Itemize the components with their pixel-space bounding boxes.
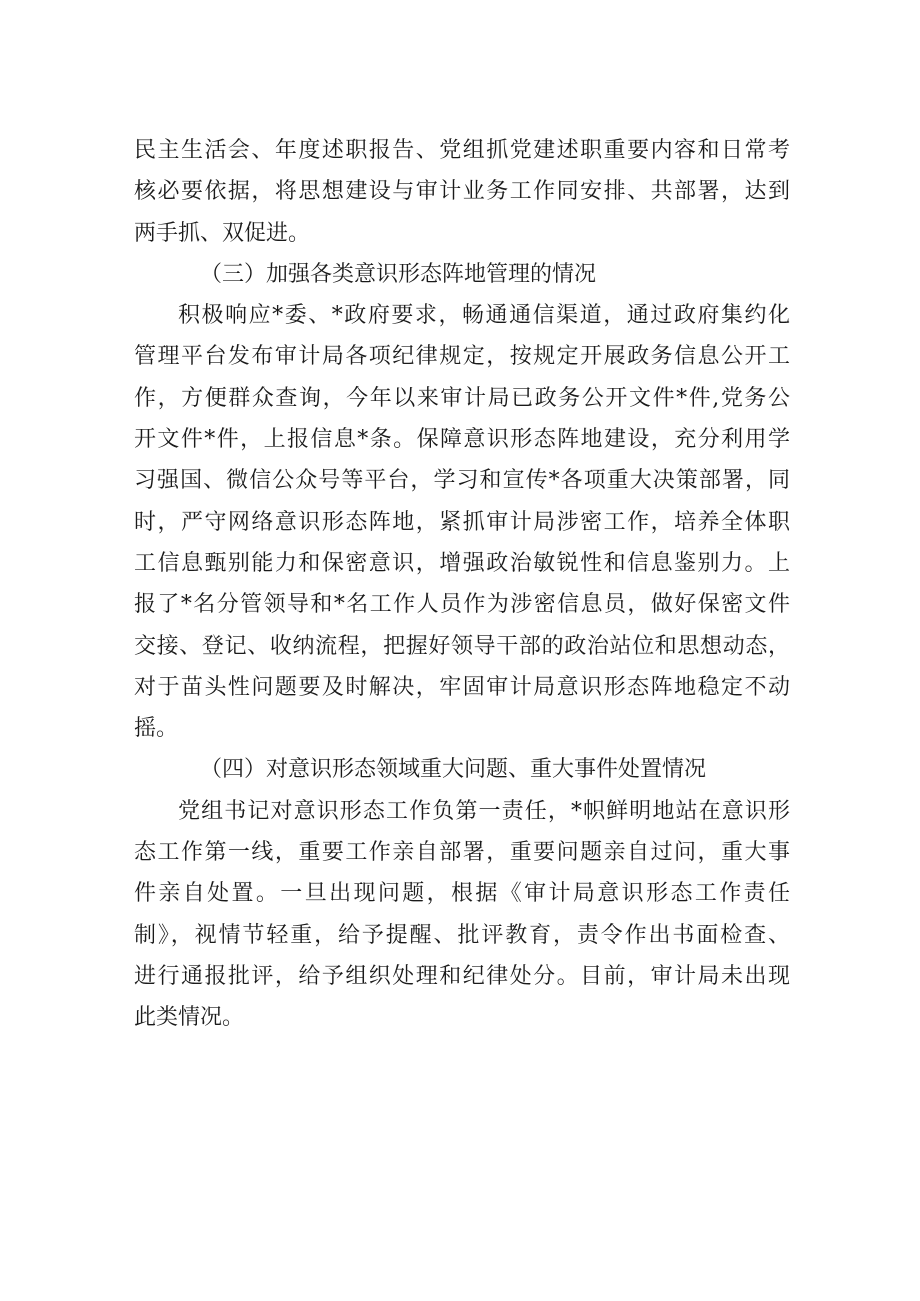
text-line: 摇。 — [134, 716, 179, 742]
paragraph-ideology-positions — [134, 295, 790, 749]
text-line: 管理平台发布审计局各项纪律规定，按规定开展政务信息公开工 — [134, 344, 790, 370]
text-line: 党组书记对意识形态工作负第一责任，*帜鲜明地站在意识形 — [178, 798, 790, 824]
document-page — [134, 130, 790, 1039]
heading-text: （三）加强各类意识形态阵地管理的情况 — [200, 261, 597, 287]
text-line: 积极响应*委、*政府要求，畅通通信渠道，通过政府集约化 — [178, 303, 790, 329]
heading-text: （四）对意识形态领域重大问题、重大事件处置情况 — [200, 757, 707, 783]
text-line: 核必要依据，将思想建设与审计业务工作同安排、共部署，达到 — [134, 179, 790, 205]
text-line: 件亲自处置。一旦出现问题，根据《审计局意识形态工作责任 — [134, 881, 790, 907]
text-line: 态工作第一线，重要工作亲自部署，重要问题亲自过问，重大事 — [134, 840, 790, 866]
text-line: 开文件*件，上报信息*条。保障意识形态阵地建设，充分利用学 — [134, 427, 790, 453]
text-line: 两手抓、双促进。 — [134, 220, 311, 246]
text-line: 制》，视情节轻重，给予提醒、批评教育，责令作出书面检查、 — [134, 922, 790, 948]
text-line: 工信息甄别能力和保密意识，增强政治敏锐性和信息鉴别力。上 — [134, 550, 790, 576]
paragraph-major-incidents — [134, 791, 790, 1039]
paragraph-continuation — [134, 130, 790, 254]
text-line: 报了*名分管领导和*名工作人员作为涉密信息员，做好保密文件 — [134, 592, 790, 618]
text-line: 交接、登记、收纳流程，把握好领导干部的政治站位和思想动态， — [134, 633, 790, 659]
text-line: 作，方便群众查询，今年以来审计局已政务公开文件*件,党务公 — [134, 385, 790, 411]
section-heading-4 — [134, 749, 790, 790]
text-line: 民主生活会、年度述职报告、党组抓党建述职重要内容和日常考 — [134, 138, 790, 163]
text-line: 时，严守网络意识形态阵地，紧抓审计局涉密工作，培养全体职 — [134, 509, 790, 535]
text-line: 习强国、微信公众号等平台，学习和宣传*各项重大决策部署，同 — [134, 468, 790, 494]
text-line: 此类情况。 — [134, 1005, 245, 1031]
text-line: 进行通报批评，给予组织处理和纪律处分。目前，审计局未出现 — [134, 963, 790, 989]
text-line: 对于苗头性问题要及时解决，牢固审计局意识形态阵地稳定不动 — [134, 674, 790, 700]
section-heading-3 — [134, 254, 790, 295]
